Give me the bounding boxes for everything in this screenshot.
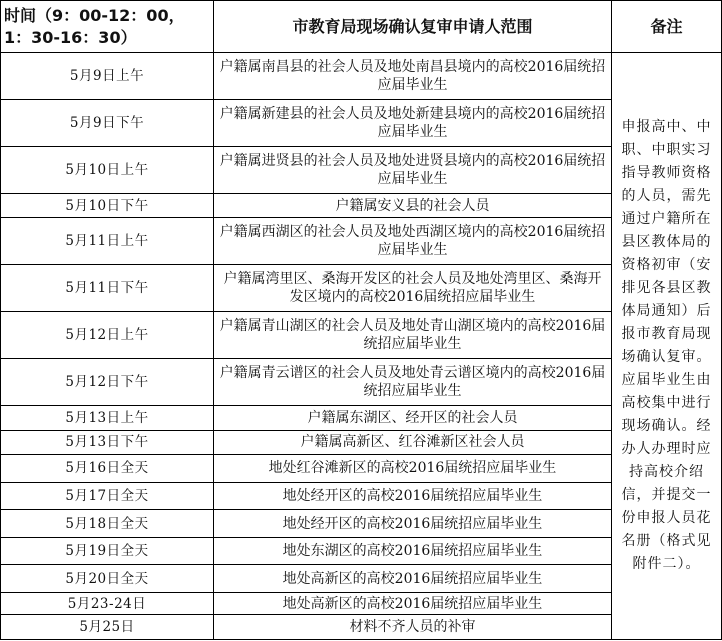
row-scope: 地处经开区的高校2016届统招应届毕业生 <box>214 482 612 510</box>
row-date: 5月12日下午 <box>1 359 214 406</box>
row-scope: 户籍属安义县的社会人员 <box>214 193 612 218</box>
row-date: 5月10日下午 <box>1 193 214 218</box>
row-scope: 户籍属南昌县的社会人员及地处南昌县境内的高校2016届统招应届毕业生 <box>214 53 612 100</box>
row-scope: 地处高新区的高校2016届统招应届毕业生 <box>214 592 612 614</box>
row-scope: 户籍属西湖区的社会人员及地处西湖区境内的高校2016届统招应届毕业生 <box>214 218 612 265</box>
row-date: 5月20日全天 <box>1 565 214 593</box>
header-scope: 市教育局现场确认复审申请人范围 <box>214 1 612 53</box>
row-date: 5月25日 <box>1 615 214 640</box>
row-date: 5月9日上午 <box>1 53 214 100</box>
row-date: 5月10日上午 <box>1 146 214 193</box>
row-date: 5月12日上午 <box>1 312 214 359</box>
row-date: 5月13日下午 <box>1 430 214 455</box>
row-date: 5月11日下午 <box>1 265 214 312</box>
row-date: 5月23-24日 <box>1 592 214 614</box>
row-scope: 地处高新区的高校2016届统招应届毕业生 <box>214 565 612 593</box>
row-scope: 地处东湖区的高校2016届统招应届毕业生 <box>214 537 612 565</box>
row-date: 5月13日上午 <box>1 406 214 431</box>
row-scope: 户籍属青云谱区的社会人员及地处青云谱区境内的高校2016届统招应届毕业生 <box>214 359 612 406</box>
row-scope: 户籍属湾里区、桑海开发区的社会人员及地处湾里区、桑海开发区境内的高校2016届统招应届毕业生 <box>214 265 612 312</box>
row-scope: 户籍属进贤县的社会人员及地处进贤县境内的高校2016届统招应届毕业生 <box>214 146 612 193</box>
row-scope: 地处红谷滩新区的高校2016届统招应届毕业生 <box>214 455 612 483</box>
row-date: 5月17日全天 <box>1 482 214 510</box>
table-row <box>1 53 722 100</box>
header-note: 备注 <box>612 1 722 53</box>
row-date: 5月19日全天 <box>1 537 214 565</box>
header-time: 时间（9：00-12：00，1：30-16：30） <box>1 1 214 53</box>
row-date: 5月11日上午 <box>1 218 214 265</box>
row-scope: 地处经开区的高校2016届统招应届毕业生 <box>214 510 612 538</box>
header-row <box>1 1 722 53</box>
remarks-cell: 申报高中、中职、中职实习指导教师资格的人员，需先通过户籍所在县区教体局的资格初审（安排见各县区教体局通知）后报市教育局现场确认复审。应届毕业生由高校集中进行现场确认。经办人办理时应持高校介绍信，并提交一份申报人员花名册（格式见附件二）。 <box>612 53 722 640</box>
row-scope: 材料不齐人员的补审 <box>214 615 612 640</box>
row-scope: 户籍属青山湖区的社会人员及地处青山湖区境内的高校2016届统招应届毕业生 <box>214 312 612 359</box>
row-scope: 户籍属高新区、红谷滩新区社会人员 <box>214 430 612 455</box>
row-scope: 户籍属东湖区、经开区的社会人员 <box>214 406 612 431</box>
row-scope: 户籍属新建县的社会人员及地处新建县境内的高校2016届统招应届毕业生 <box>214 99 612 146</box>
row-date: 5月18日全天 <box>1 510 214 538</box>
row-date: 5月9日下午 <box>1 99 214 146</box>
row-date: 5月16日全天 <box>1 455 214 483</box>
